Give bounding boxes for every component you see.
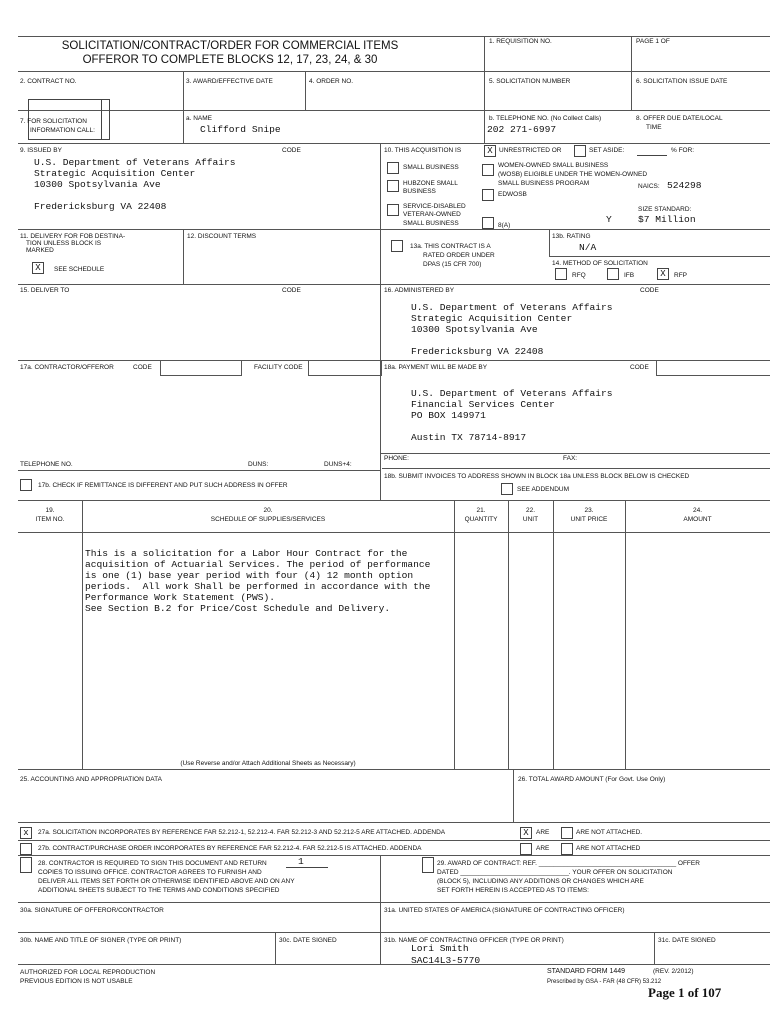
rfq-checkbox[interactable] [555,268,567,280]
info-call-label-2: INFORMATION CALL: [30,127,95,134]
rated-order-label-2: RATED ORDER UNDER [423,252,495,259]
form-title-line1: SOLICITATION/CONTRACT/ORDER FOR COMMERCIAL ITEMS [61,40,399,52]
contact-name-value: Clifford Snipe [200,124,281,135]
invoices-label: 18b. SUBMIT INVOICES TO ADDRESS SHOWN IN BLOCK 18a UNLESS BLOCK BELOW IS CHECKED [384,473,690,480]
vdiv-row28 [380,855,381,964]
duns4-label: DUNS+4: [324,461,352,468]
vdiv-row30c [275,932,276,964]
rated-order-label-1: 13a. THIS CONTRACT IS A [410,243,491,250]
administered-line-2: Strategic Acquisition Center [411,313,573,324]
rule-bottom [18,964,770,965]
27a-are-checkbox[interactable]: X [520,827,532,839]
col22-num: 22. [525,507,536,514]
set-aside-checkbox[interactable] [574,145,586,157]
hubzone-label-2: BUSINESS [403,188,436,195]
vdiv-row2b [305,71,306,110]
eight-a-label: 8(A) [498,222,511,229]
small-business-label: SMALL BUSINESS [403,164,459,171]
form-revision: (REV. 2/2012) [653,968,694,975]
standard-form-label: STANDARD FORM 1449 [547,968,626,975]
rule-schedule-top [18,500,770,501]
method-of-solicitation-label: 14. METHOD OF SOLICITATION [552,260,648,267]
facility-code-box [308,360,382,376]
issue-date-label: 6. SOLICITATION ISSUE DATE [636,78,728,85]
y-mark: Y [606,214,612,225]
size-standard-label: SIZE STANDARD: [638,206,692,213]
rfq-label: RFQ [572,272,586,279]
col21-num: 21. [476,507,486,514]
payment-line-3: PO BOX 149971 [411,410,486,421]
deliver-to-code-label: CODE [282,287,301,294]
delivery-fob-label-3: MARKED [26,247,54,254]
col19-num: 19. [45,507,55,514]
col24-label: AMOUNT [683,516,712,523]
administered-by-code-label: CODE [640,287,659,294]
see-addendum-checkbox[interactable] [501,483,513,495]
fax-label: FAX: [563,455,578,462]
rule-row11 [18,229,770,230]
col24-num: 24. [692,507,703,514]
copies-line [286,867,328,868]
edwosb-checkbox[interactable] [482,189,494,201]
sac-number: SAC14L3-5770 [411,955,481,966]
28-label-3: DELIVER ALL ITEMS SET FORTH OR OTHERWISE IDENTIFIED ABOVE AND ON ANY [38,878,295,885]
vdiv-row7 [183,110,184,143]
col23-num: 23. [584,507,594,514]
rfp-checkbox[interactable]: X [657,268,669,280]
telephone-value: 202 271-6997 [487,124,557,135]
contact-name-label: a. NAME [186,115,213,122]
unrestricted-label: UNRESTRICTED OR [499,147,562,154]
rating-label: 13b. RATING [552,233,591,240]
issued-by-line-3: 10300 Spotsylvania Ave [34,179,161,190]
issued-by-line-2: Strategic Acquisition Center [34,168,196,179]
27a-checkbox[interactable]: x [20,827,32,839]
discount-terms-label: 12. DISCOUNT TERMS [187,233,257,240]
schedule-line-4: periods. All work Shall be performed in accordance with the [85,581,431,592]
28-label-1: 28. CONTRACTOR IS REQUIRED TO SIGN THIS DOCUMENT AND RETURN [38,860,267,867]
rule-row30 [18,902,770,903]
vdiv-row31c [654,932,655,964]
vdiv-header [484,36,485,71]
co-name-value: Lori Smith [411,943,469,954]
vdiv-sched22 [508,500,509,769]
col19-label: ITEM NO. [35,516,65,523]
hubzone-label-1: HUBZONE SMALL [403,180,458,187]
rated-order-label-3: DPAS (15 CFR 700) [423,261,482,268]
rule-row7 [18,110,770,111]
duns-label: DUNS: [248,461,269,468]
rule-row28 [18,855,770,856]
issued-by-code-label: CODE [282,147,301,154]
date-signed-label: 30c. DATE SIGNED [279,937,337,944]
offer-due-label-1: 8. OFFER DUE DATE/LOCAL [636,115,723,122]
rating-bottom [549,256,770,257]
award-date-label: 3. AWARD/EFFECTIVE DATE [186,78,273,85]
phone-rule [380,453,770,454]
deliver-to-label: 15. DELIVER TO [20,287,70,294]
29-label-4: SET FORTH HEREIN IS ACCEPTED AS TO ITEMS: [437,887,589,894]
29-label-3: (BLOCK 5), INCLUDING ANY ADDITIONS OR CHANGES WHICH ARE [437,878,644,885]
payment-by-label: 18a. PAYMENT WILL BE MADE BY [384,364,488,371]
offer-due-label-2: TIME [646,124,662,131]
info-call-label-1: 7. FOR SOLICITATION [20,118,87,125]
28-label-2: COPIES TO ISSUING OFFICE. CONTRACTOR AGREES TO FURNISH AND [38,869,262,876]
rule-row27b [18,840,770,841]
telephone-rule [18,470,380,471]
page-of-label: PAGE 1 OF [636,38,670,45]
rule-row30b [18,932,770,933]
schedule-footnote: (Use Reverse and/or Attach Additional Sheets as Necessary) [180,760,356,767]
solicitation-number-label: 5. SOLICITATION NUMBER [489,78,571,85]
29-label-2: DATED ______________________________. YOUR OFFER ON SOLICITATION [437,869,673,876]
rule-row15 [18,284,770,285]
top-border [18,36,770,37]
signature-offeror-label: 30a. SIGNATURE OF OFFEROR/CONTRACTOR [20,907,164,914]
signer-name-label: 30b. NAME AND TITLE OF SIGNER (TYPE OR PRINT) [20,937,182,944]
requisition-no-label: 1. REQUISITION NO. [489,38,552,45]
contractor-label: 17a. CONTRACTOR/OFFEROR [20,364,114,371]
rule-row18b [382,468,770,469]
rule-schedule-header [18,532,770,533]
rating-value: N/A [579,242,597,253]
ifb-checkbox[interactable] [607,268,619,280]
issued-by-line-5: Fredericksburg VA 22408 [34,201,167,212]
payment-code-box [656,360,770,376]
set-aside-label: SET ASIDE: [589,147,625,154]
rated-order-checkbox[interactable] [391,240,403,252]
29-checkbox[interactable] [422,857,434,873]
signature-usa-label: 31a. UNITED STATES OF AMERICA (SIGNATURE OF CONTRACTING OFFICER) [384,907,625,914]
contract-no-label: 2. CONTRACT NO. [20,78,77,85]
27b-are-not-label: ARE NOT ATTACHED [576,845,641,852]
phone-label: PHONE: [384,455,409,462]
schedule-line-3: is one (1) base year period with four (4) 12 month option [85,570,414,581]
contractor-code-label: CODE [133,364,152,371]
facility-code-label: FACILITY CODE [254,364,303,371]
27a-are-not-checkbox[interactable] [561,827,573,839]
administered-line-5: Fredericksburg VA 22408 [411,346,544,357]
page-number: Page 1 of 107 [648,985,722,1000]
rule-schedule-bottom [18,769,770,770]
order-no-label: 4. ORDER NO. [309,78,354,85]
wosb-label-1: WOMEN-OWNED SMALL BUSINESS [498,162,609,169]
27b-are-checkbox[interactable] [520,843,532,855]
remittance-label: 17b. CHECK IF REMITTANCE IS DIFFERENT AND PUT SUCH ADDRESS IN OFFER [38,482,288,489]
vdiv-header2 [631,36,632,110]
27a-are-not-label: ARE NOT ATTACHED. [576,829,643,836]
sdvosb-label-1: SERVICE-DISABLED [403,203,466,210]
wosb-label-3: SMALL BUSINESS PROGRAM [498,180,590,187]
vdiv-sched23 [553,500,554,769]
ifb-label: IFB [624,272,635,279]
issued-by-line-1: U.S. Department of Veterans Affairs [34,157,236,168]
schedule-line-6: See Section B.2 for Price/Cost Schedule and Delivery. [85,603,391,614]
payment-line-5: Austin TX 78714-8917 [411,432,527,443]
vdiv-row25 [513,769,514,822]
col22-label: UNIT [522,516,539,523]
28-checkbox[interactable] [20,857,32,873]
29-label-1: 29. AWARD OF CONTRACT: REF. ______________________________________ OFFER [437,860,700,867]
27b-checkbox[interactable] [20,843,32,855]
rule-row25 [18,822,770,823]
naics-label: NAICS: [638,183,660,190]
payment-line-1: U.S. Department of Veterans Affairs [411,388,613,399]
sdvosb-label-2: VETERAN-OWNED [403,211,461,218]
see-schedule-checkbox[interactable]: X [32,262,44,274]
total-award-label: 26. TOTAL AWARD AMOUNT (For Govt. Use Only) [518,776,666,783]
vdiv-sched24 [625,500,626,769]
form-title-line2: OFFEROR TO COMPLETE BLOCKS 12, 17, 23, 24, & 30 [82,54,378,66]
size-standard-value: $7 Million [638,214,696,225]
schedule-line-5: Performance Work Statement (PWS). [85,592,275,603]
27b-are-label: ARE [536,845,550,852]
rule-row2 [18,71,770,72]
col23-label: UNIT PRICE [570,516,608,523]
28-label-4: ADDITIONAL SHEETS SUBJECT TO THE TERMS AND CONDITIONS SPECIFIED [38,887,280,894]
rule-row9 [18,143,770,144]
previous-edition-note: PREVIOUS EDITION IS NOT USABLE [20,978,133,985]
27b-label: 27b. CONTRACT/PURCHASE ORDER INCORPORATES BY REFERENCE FAR 52.212-4. FAR 52.212-5 IS ATTACHED. ADDENDA [38,845,422,852]
administered-line-1: U.S. Department of Veterans Affairs [411,302,613,313]
see-addendum-label: SEE ADDENDUM [517,486,570,493]
vdiv-row2c [484,71,485,143]
col20-num: 20. [263,507,273,514]
accounting-label: 25. ACCOUNTING AND APPROPRIATION DATA [20,776,162,783]
contractor-code-box [160,360,242,376]
sdvosb-label-3: SMALL BUSINESS [403,220,459,227]
27b-are-not-checkbox[interactable] [561,843,573,855]
copies-value: 1 [298,856,304,867]
naics-value: 524298 [667,180,702,191]
rating-divider [549,229,550,256]
col20-label: SCHEDULE OF SUPPLIES/SERVICES [210,516,326,523]
co-date-label: 31c. DATE SIGNED [658,937,716,944]
acquisition-label: 10. THIS ACQUISITION IS [384,147,462,154]
administered-line-3: 10300 Spotsylvania Ave [411,324,538,335]
payment-code-label: CODE [630,364,649,371]
wosb-checkbox[interactable] [482,164,494,176]
issued-by-label: 9. ISSUED BY [20,147,62,154]
vdiv-row11 [183,229,184,284]
27a-are-label: ARE [536,829,550,836]
schedule-line-2: acquisition of Actuarial Services. The period of performance [85,559,431,570]
delivery-fob-label-1: 11. DELIVERY FOR FOB DESTINA- [20,233,126,240]
telephone-label: b. TELEPHONE NO. (No Collect Calls) [489,115,602,122]
remittance-checkbox[interactable] [20,479,32,491]
co-name-label: 31b. NAME OF CONTRACTING OFFICER (TYPE OR PRINT) [384,937,564,944]
rfp-label: RFP [674,272,687,279]
hubzone-checkbox[interactable] [387,180,399,192]
vdiv-sched19 [82,500,83,769]
see-schedule-label: SEE SCHEDULE [54,266,105,273]
27a-label: 27a. SOLICITATION INCORPORATES BY REFERENCE FAR 52.212-1, 52.212-4. FAR 52.212-3 AND 52.212-5 ARE ATTACHED. ADDENDA [38,829,446,836]
telephone-label-17: TELEPHONE NO. [20,461,73,468]
vdiv-sched21 [454,500,455,769]
small-business-checkbox[interactable] [387,162,399,174]
wosb-label-2: (WOSB) ELIGIBLE UNDER THE WOMEN-OWNED [498,171,648,178]
administered-by-label: 16. ADMINISTERED BY [384,287,455,294]
col21-label: QUANTITY [464,516,498,523]
vdiv-row2a [183,71,184,110]
edwosb-label: EDWOSB [498,191,527,198]
eight-a-checkbox[interactable] [482,217,494,229]
sdvosb-checkbox[interactable] [387,204,399,216]
payment-line-2: Financial Services Center [411,399,555,410]
prescribed-by: Prescribed by GSA - FAR (48 CFR) 53.212 [547,979,662,985]
unrestricted-checkbox[interactable]: X [484,145,496,157]
local-reproduction-note: AUTHORIZED FOR LOCAL REPRODUCTION [20,969,156,976]
delivery-fob-label-2: TION UNLESS BLOCK IS [26,240,102,247]
set-aside-pct-line [637,155,667,156]
pct-for-label: % FOR: [671,147,695,154]
schedule-line-1: This is a solicitation for a Labor Hour Contract for the [85,548,408,559]
vdiv-mid [380,143,381,500]
